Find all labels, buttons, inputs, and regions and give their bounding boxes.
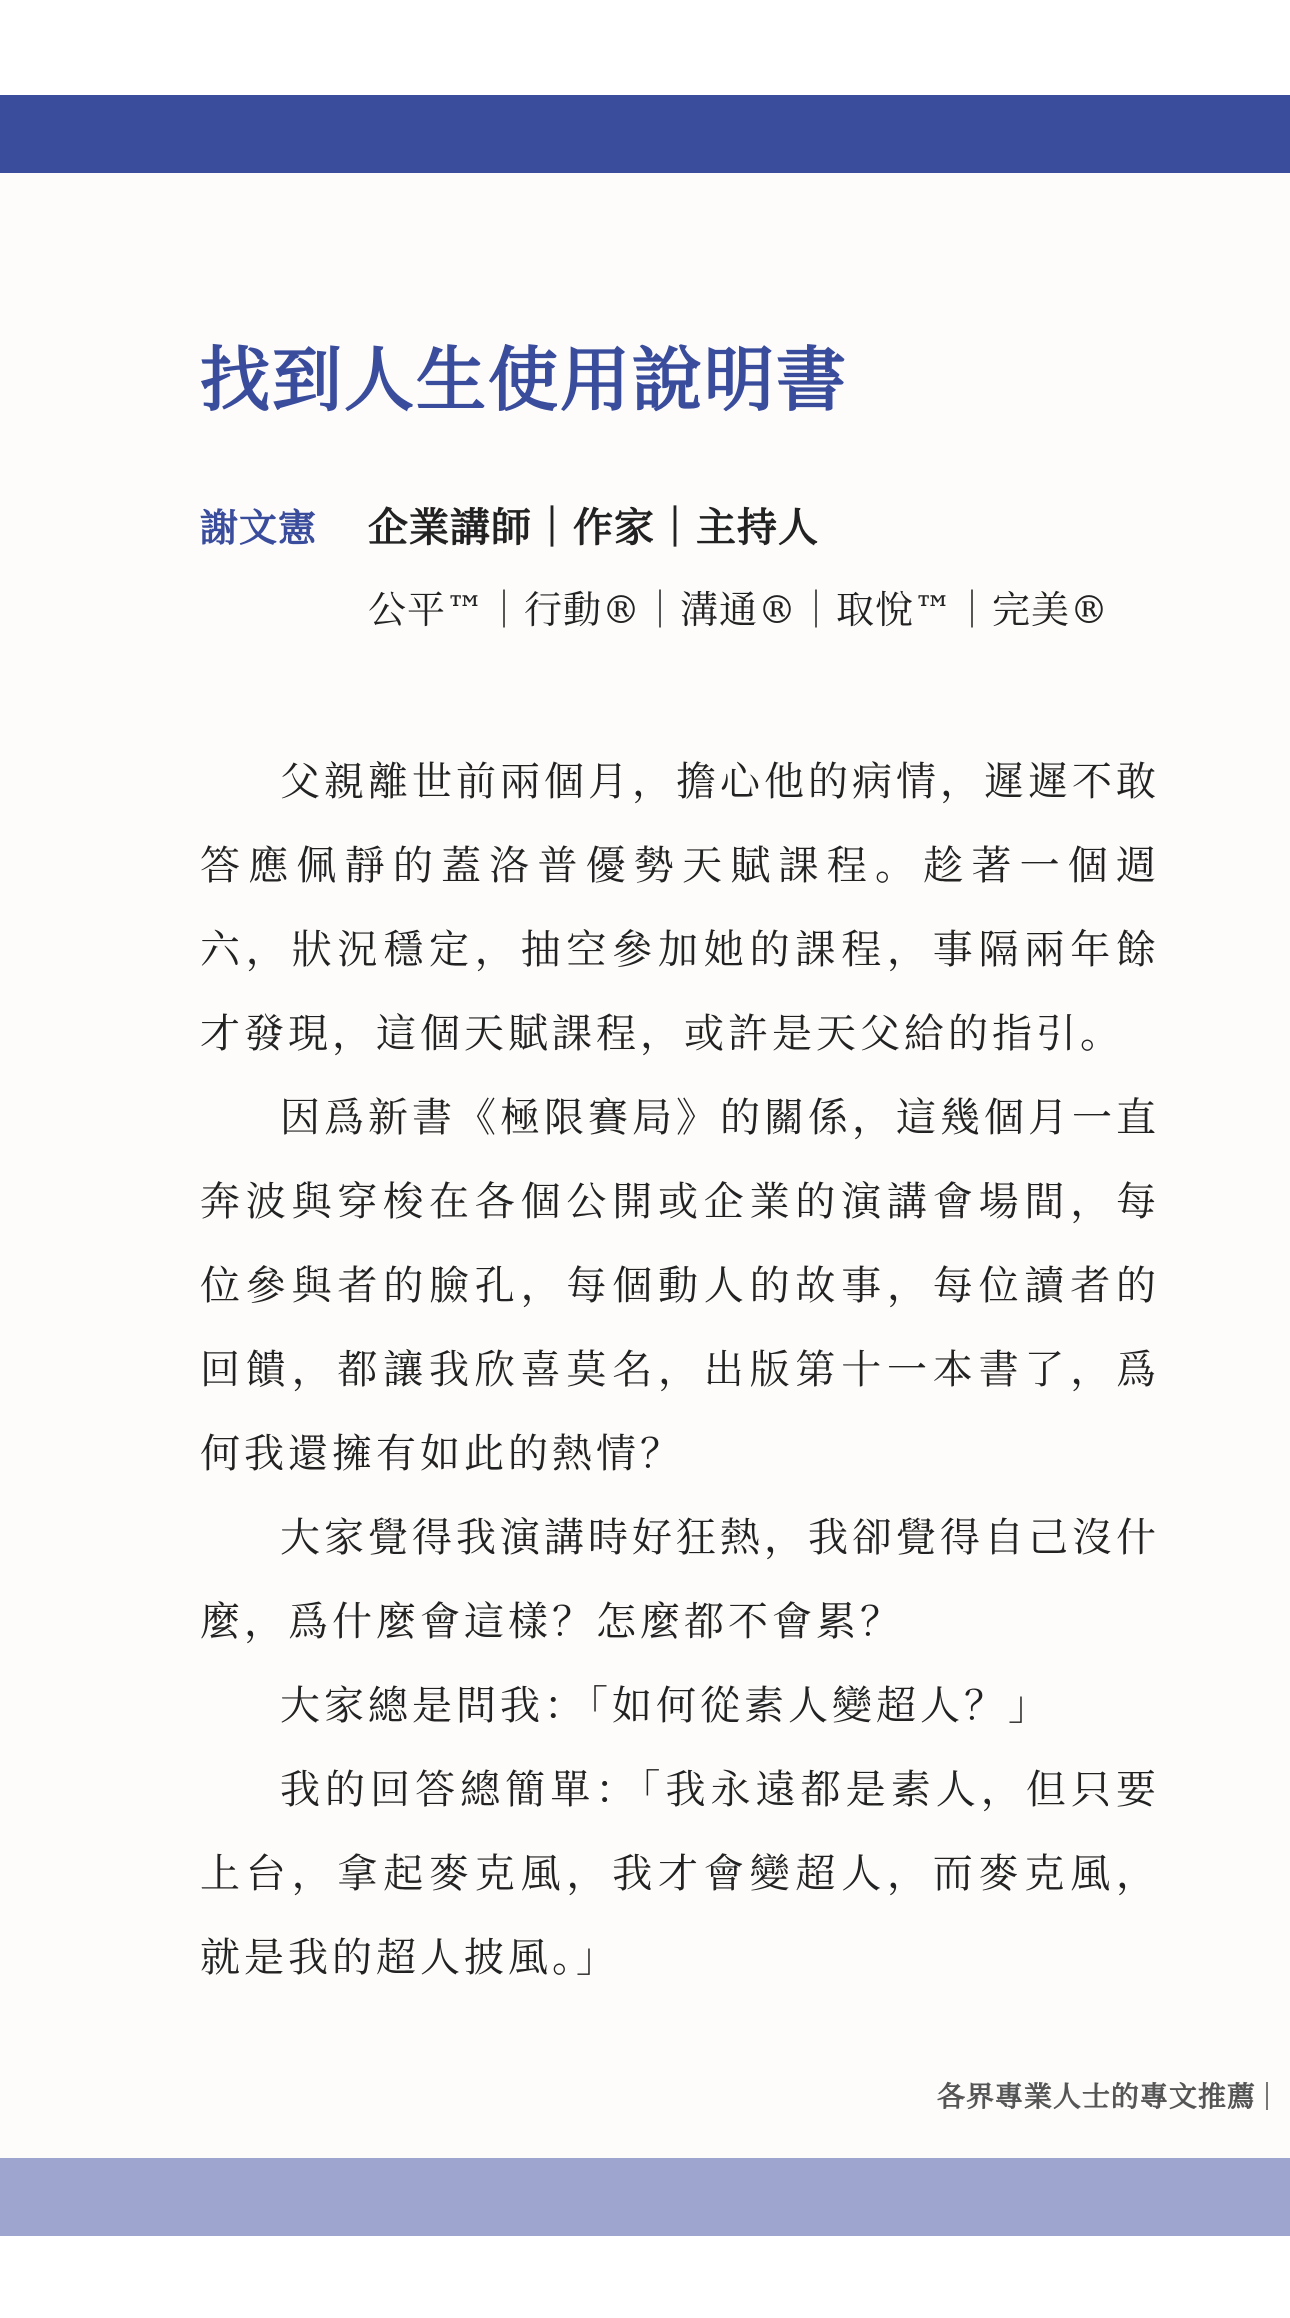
top-margin	[0, 0, 1290, 95]
paragraph: 我的回答總簡單：「我永遠都是素人，但只要上台，拿起麥克風，我才會變超人，而麥克風，就是我的超人披風。」	[200, 1767, 1160, 1981]
section-label: 各界專業人士的專文推薦	[936, 2080, 1256, 2113]
paragraph: 大家總是問我：「如何從素人變超人？」	[280, 1683, 1052, 1729]
paragraph: 父親離世前兩個月，擔心他的病情，遲遲不敢答應佩靜的蓋洛普優勢天賦課程。趁著一個週六，狀況穩定，抽空參加她的課程，事隔兩年餘才發現，這個天賦課程，或許是天父給的指引。	[200, 759, 1160, 1057]
top-color-bar	[0, 95, 1290, 173]
paragraph: 大家覺得我演講時好狂熱，我卻覺得自己沒什麼，爲什麼會這樣？怎麼都不會累？	[200, 1515, 1160, 1645]
article-body	[200, 740, 1160, 2000]
page-title: 找到人生使用說明書	[200, 338, 848, 421]
author-roles: 企業講師｜作家｜主持人	[368, 504, 819, 551]
author-strengths: 公平™｜行動®｜溝通®｜取悅™｜完美®	[368, 588, 1110, 632]
author-name: 謝文憲	[200, 505, 318, 550]
bottom-margin	[0, 2236, 1290, 2318]
paragraph: 因爲新書《極限賽局》的關係，這幾個月一直奔波與穿梭在各個公開或企業的演講會場間，每位參與者的臉孔，每個動人的故事，每位讀者的回饋，都讓我欣喜莫名，出版第十一本書了，爲何我還擁有如此的熱情？	[200, 1095, 1160, 1477]
bottom-color-bar	[0, 2158, 1290, 2236]
running-footer	[937, 2075, 1268, 2115]
footer-divider	[1266, 2082, 1268, 2110]
